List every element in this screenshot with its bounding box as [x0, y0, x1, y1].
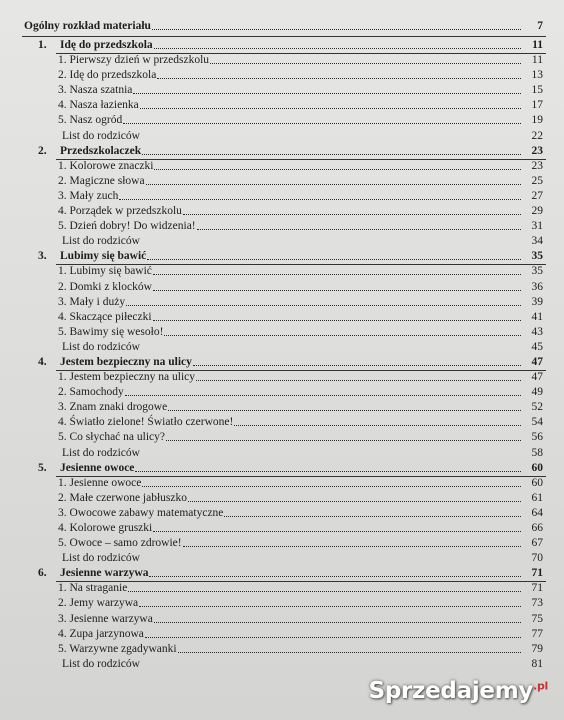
toc-letter-row — [0, 129, 564, 144]
watermark-suffix: .pl — [533, 679, 548, 693]
toc-entry-row — [0, 400, 564, 415]
entry-title: 5. Owoce – samo zdrowie! — [58, 537, 182, 550]
dot-leader — [193, 365, 521, 366]
entry-page: 35 — [531, 265, 543, 278]
dot-leader — [196, 380, 521, 381]
toc-entry-row — [0, 385, 564, 400]
entry-page: 17 — [531, 99, 543, 112]
entry-page: 64 — [531, 506, 543, 519]
entry-page: 61 — [531, 491, 543, 504]
dot-leader — [154, 48, 521, 49]
toc-entry-row — [0, 280, 564, 295]
dot-leader — [128, 591, 521, 592]
toc-entry-row — [0, 159, 564, 174]
entry-page: 23 — [531, 159, 543, 172]
dot-leader — [183, 546, 521, 547]
chapter-number: 5. — [38, 461, 47, 474]
toc-letter-row — [0, 340, 564, 355]
toc-entry-row — [0, 310, 564, 325]
entry-title: 3. Jesienne warzywa — [58, 612, 153, 625]
entry-page: 73 — [531, 597, 543, 610]
dot-leader — [166, 440, 521, 441]
toc-entry-row — [0, 189, 564, 204]
dot-leader — [123, 123, 521, 124]
divider — [22, 36, 546, 37]
toc-letter-row — [0, 551, 564, 566]
entry-page: 25 — [531, 174, 543, 187]
entry-title: 5. Nasz ogród — [58, 114, 123, 127]
entry-title: 2. Małe czerwone jabłuszko — [58, 491, 188, 504]
letter-page: 58 — [531, 446, 543, 459]
toc-entry-row — [0, 325, 564, 340]
dot-leader — [157, 78, 521, 79]
entry-page: 41 — [531, 310, 543, 323]
entry-page: 31 — [531, 220, 543, 233]
toc-entry-row — [0, 98, 564, 113]
entry-title: 1. Jestem bezpieczny na ulicy — [58, 371, 195, 384]
dot-leader — [183, 214, 521, 215]
entry-page: 66 — [531, 522, 543, 534]
dot-leader — [147, 259, 521, 260]
entry-page: 56 — [531, 431, 543, 444]
entry-page: 13 — [531, 69, 543, 82]
letter-title: List do rodziców — [62, 129, 140, 142]
entry-title: 2. Idę do przedszkola — [58, 69, 157, 82]
chapter-title: Przedszkolaczek — [60, 144, 142, 157]
letter-page: 34 — [531, 235, 543, 248]
dot-leader — [178, 652, 521, 653]
chapter-title: Lubimy się bawić — [60, 250, 147, 263]
toc-chapter-row — [0, 38, 564, 53]
table-of-contents — [0, 19, 564, 672]
dot-leader — [153, 320, 521, 321]
chapter-title: Idę do przedszkola — [60, 39, 153, 51]
entry-title: 2. Magiczne słowa — [58, 174, 145, 187]
entry-title: 2. Jemy warzywa — [58, 597, 139, 610]
toc-letter-row — [0, 657, 564, 672]
letter-page: 70 — [531, 552, 543, 565]
dot-leader — [125, 395, 521, 396]
toc-chapter-row — [0, 355, 564, 370]
entry-title: 4. Kolorowe gruszki — [58, 522, 153, 534]
dot-leader — [119, 199, 521, 200]
dot-leader — [142, 486, 521, 487]
dot-leader — [140, 108, 521, 109]
letter-page: 22 — [531, 129, 543, 142]
dot-leader — [153, 531, 521, 532]
toc-chapter-row — [0, 249, 564, 264]
entry-page: 36 — [531, 280, 543, 293]
chapter-title: Jestem bezpieczny na ulicy — [60, 355, 192, 368]
chapter-number: 4. — [38, 355, 47, 368]
entry-title: 1. Na straganie — [58, 582, 128, 595]
entry-title: 4. Zupa jarzynowa — [58, 627, 144, 640]
toc-entry-row — [0, 219, 564, 234]
letter-title: List do rodziców — [62, 235, 140, 248]
toc-entry-row — [0, 264, 564, 279]
toc-entry-row — [0, 627, 564, 642]
entry-page: 11 — [531, 54, 543, 67]
toc-entry-row — [0, 521, 564, 536]
entry-page: 79 — [531, 642, 543, 655]
toc-chapter-row — [0, 461, 564, 476]
entry-title: 5. Bawimy się wesoło! — [58, 325, 164, 338]
toc-entry-row — [0, 53, 564, 68]
dot-leader — [142, 154, 521, 155]
entry-title: 4. Nasza łazienka — [58, 99, 139, 112]
entry-title: 3. Mały zuch — [58, 189, 119, 202]
toc-entry-row — [0, 612, 564, 627]
chapter-page: 11 — [532, 39, 543, 51]
letter-page: 45 — [531, 340, 543, 353]
chapter-number: 1. — [38, 39, 47, 51]
toc-header-title: Ogólny rozkład materiału — [24, 20, 151, 32]
toc-entry-row — [0, 113, 564, 128]
entry-page: 52 — [531, 401, 543, 414]
dot-leader — [139, 606, 521, 607]
toc-entry-row — [0, 476, 564, 491]
entry-page: 47 — [531, 371, 543, 384]
entry-title: 1. Lubimy się bawić — [58, 265, 152, 278]
toc-entry-row — [0, 204, 564, 219]
toc-entry-row — [0, 536, 564, 551]
entry-title: 2. Domki z klocków — [58, 280, 152, 293]
chapter-page: 35 — [531, 250, 543, 263]
dot-leader — [224, 516, 521, 517]
dot-leader — [234, 425, 521, 426]
chapter-page: 71 — [531, 567, 543, 580]
chapter-title: Jesienne owoce — [60, 461, 135, 474]
entry-title: 4. Skaczące piłeczki — [58, 310, 152, 323]
chapter-page: 47 — [531, 355, 543, 368]
toc-letter-row — [0, 446, 564, 461]
toc-entry-row — [0, 174, 564, 189]
entry-title: 3. Znam znaki drogowe — [58, 401, 168, 414]
dot-leader — [168, 410, 521, 411]
entry-title: 1. Pierwszy dzień w przedszkolu — [58, 54, 210, 67]
toc-entry-row — [0, 68, 564, 83]
watermark-logo — [369, 678, 548, 704]
entry-page: 67 — [531, 537, 543, 550]
toc-entry-row — [0, 370, 564, 385]
chapter-number: 6. — [38, 567, 47, 580]
entry-page: 15 — [531, 84, 543, 97]
entry-title: 5. Warzywne zgadywanki — [58, 642, 177, 655]
dot-leader — [153, 290, 521, 291]
entry-page: 39 — [531, 295, 543, 308]
dot-leader — [154, 622, 521, 623]
toc-entry-row — [0, 596, 564, 611]
toc-entry-row — [0, 415, 564, 430]
toc-chapter-row — [0, 566, 564, 581]
entry-title: 5. Dzień dobry! Do widzenia! — [58, 220, 196, 233]
entry-title: 3. Nasza szatnia — [58, 84, 133, 97]
entry-title: 5. Co słychać na ulicy? — [58, 431, 165, 444]
letter-title: List do rodziców — [62, 657, 140, 670]
toc-header-row — [0, 19, 564, 35]
entry-page: 19 — [531, 114, 543, 127]
dot-leader — [126, 305, 521, 306]
entry-title: 3. Mały i duży — [58, 295, 126, 308]
toc-entry-row — [0, 581, 564, 596]
entry-page: 77 — [531, 627, 543, 640]
entry-title: 1. Jesienne owoce — [58, 476, 142, 489]
letter-title: List do rodziców — [62, 552, 140, 565]
dot-leader — [135, 471, 521, 472]
chapter-page: 23 — [531, 144, 543, 157]
dot-leader — [145, 637, 521, 638]
dot-leader — [197, 229, 521, 230]
watermark-text: Sprzedajemy — [368, 678, 534, 704]
toc-entry-row — [0, 491, 564, 506]
toc-entry-row — [0, 506, 564, 521]
entry-page: 75 — [531, 612, 543, 625]
dot-leader — [146, 184, 521, 185]
toc-chapter-row — [0, 144, 564, 159]
entry-page: 29 — [531, 205, 543, 218]
entry-page: 43 — [531, 325, 543, 338]
dot-leader — [149, 576, 521, 577]
letter-title: List do rodziców — [62, 340, 140, 353]
dot-leader — [154, 169, 521, 170]
dot-leader — [133, 93, 521, 94]
dot-leader — [152, 29, 521, 30]
dot-leader — [188, 501, 521, 502]
entry-title: 4. Porządek w przedszkolu — [58, 205, 182, 218]
dot-leader — [153, 274, 521, 275]
toc-entry-row — [0, 642, 564, 657]
entry-page: 71 — [531, 582, 543, 595]
toc-letter-row — [0, 234, 564, 249]
chapter-page: 60 — [531, 461, 543, 474]
letter-page: 81 — [531, 657, 543, 670]
toc-header-page: 7 — [537, 20, 543, 32]
dot-leader — [164, 335, 521, 336]
toc-entry-row — [0, 295, 564, 310]
entry-title: 3. Owocowe zabawy matematyczne — [58, 506, 224, 519]
chapter-number: 2. — [38, 144, 47, 157]
dot-leader — [210, 63, 521, 64]
letter-title: List do rodziców — [62, 446, 140, 459]
entry-title: 2. Samochody — [58, 386, 124, 399]
entry-title: 4. Światło zielone! Światło czerwone! — [58, 416, 234, 429]
entry-page: 27 — [531, 189, 543, 202]
toc-entry-row — [0, 83, 564, 98]
entry-page: 60 — [531, 476, 543, 489]
entry-page: 54 — [531, 416, 543, 429]
entry-page: 49 — [531, 386, 543, 399]
chapter-title: Jesienne warzywa — [60, 567, 149, 580]
chapter-number: 3. — [38, 250, 47, 263]
toc-entry-row — [0, 430, 564, 445]
entry-title: 1. Kolorowe znaczki — [58, 159, 154, 172]
